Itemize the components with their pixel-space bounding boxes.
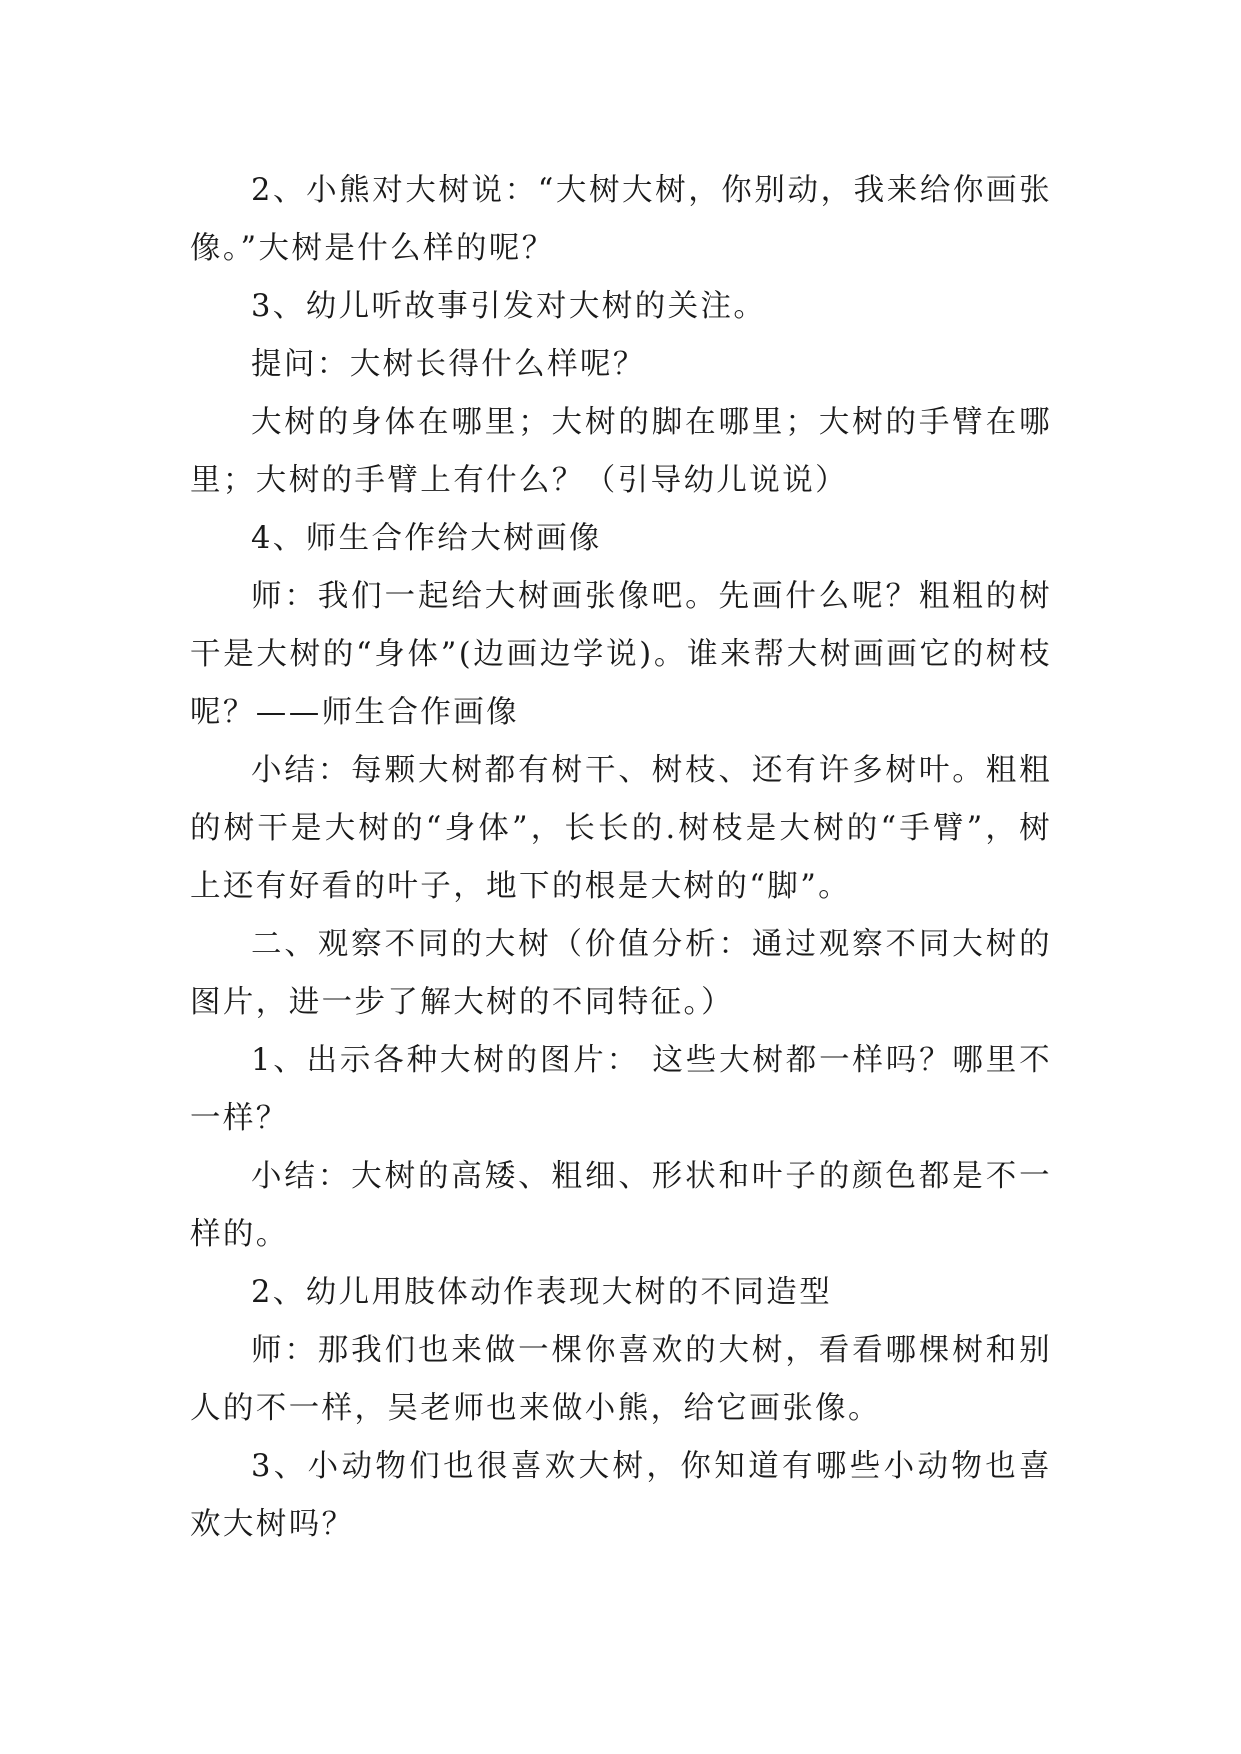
paragraph-8: 二、观察不同的大树（价值分析：通过观察不同大树的图片，进一步了解大树的不同特征。）: [190, 927, 1052, 1020]
document-page: [190, 162, 1052, 1554]
paragraph-4: 大树的身体在哪里；大树的脚在哪里；大树的手臂在哪里；大树的手臂上有什么？（引导幼儿说说）: [190, 405, 1052, 498]
paragraph-13: 3、小动物们也很喜欢大树，你知道有哪些小动物也喜欢大树吗？: [190, 1449, 1052, 1542]
paragraph-12: 师：那我们也来做一棵你喜欢的大树，看看哪棵树和别人的不一样，吴老师也来做小熊，给它画张像。: [190, 1333, 1052, 1426]
paragraph-11: 2、幼儿用肢体动作表现大树的不同造型: [251, 1275, 833, 1310]
paragraph-3: 提问：大树长得什么样呢？: [251, 347, 646, 382]
paragraph-5: 4、师生合作给大树画像: [251, 521, 602, 556]
paragraph-10: 小结：大树的高矮、粗细、形状和叶子的颜色都是不一样的。: [190, 1159, 1052, 1252]
paragraph-2: 3、幼儿听故事引发对大树的关注。: [251, 289, 767, 324]
paragraph-1: 2、小熊对大树说：“大树大树，你别动，我来给你画张像。”大树是什么样的呢？: [190, 173, 1052, 266]
paragraph-9: 1、出示各种大树的图片： 这些大树都一样吗？哪里不一样？: [190, 1043, 1052, 1136]
paragraph-6: 师：我们一起给大树画张像吧。先画什么呢？粗粗的树干是大树的“身体”(边画边学说)。谁来帮大树画画它的树枝呢？——师生合作画像: [190, 579, 1052, 730]
paragraph-7: 小结：每颗大树都有树干、树枝、还有许多树叶。粗粗的树干是大树的“身体”，长长的.树枝是大树的“手臂”，树上还有好看的叶子，地下的根是大树的“脚”。: [190, 753, 1052, 904]
